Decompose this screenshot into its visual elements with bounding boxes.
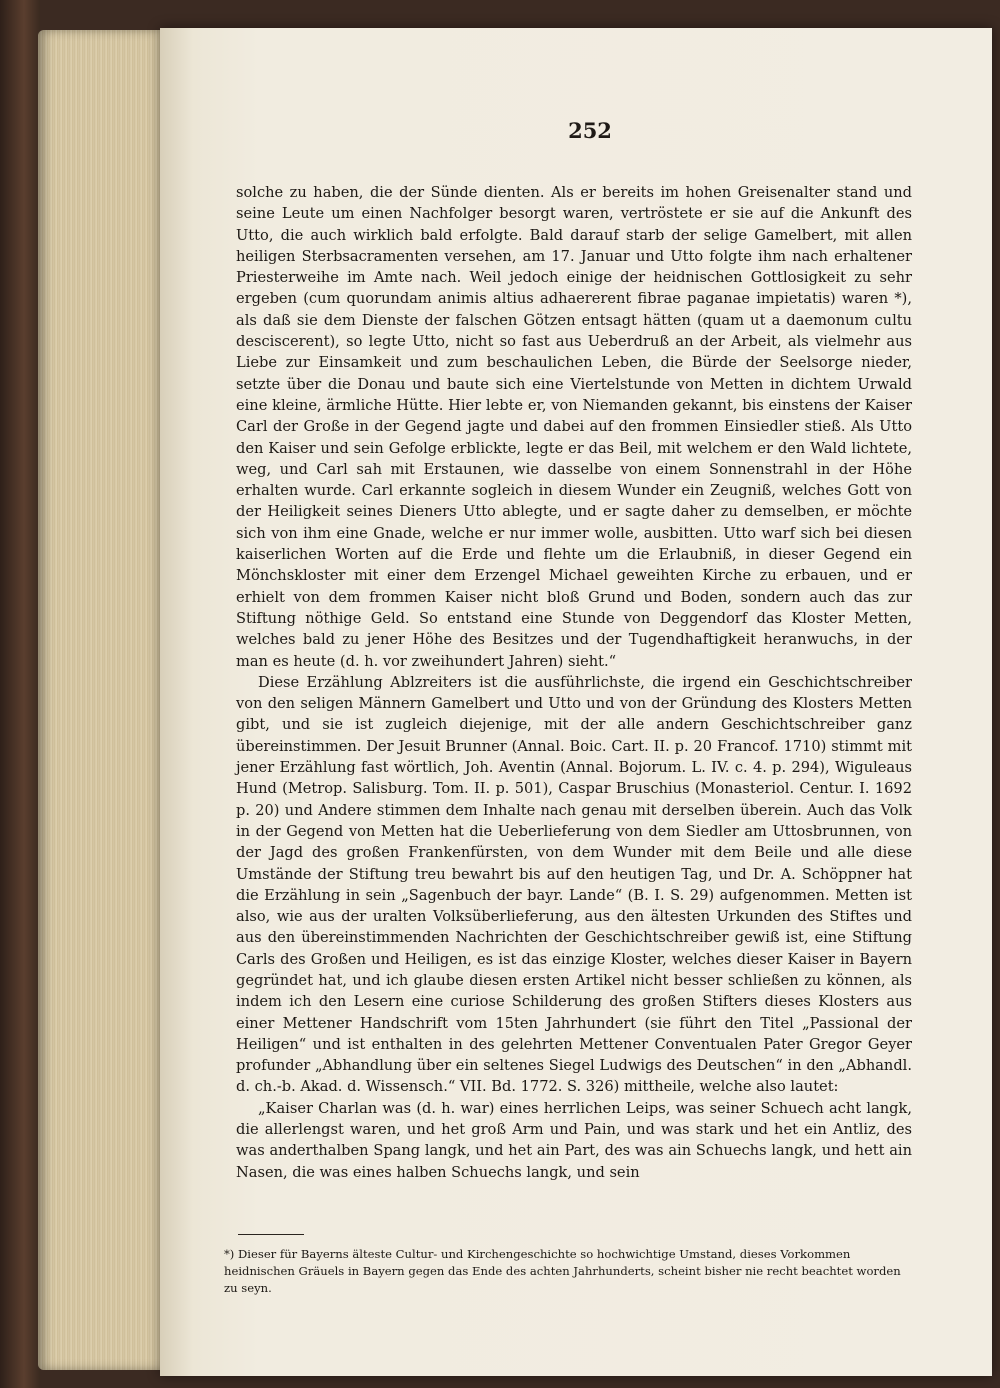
paragraph: „Kaiser Charlan was (d. h. war) eines herrlichen Leips, was seiner Schuech acht langk, die allerlengst waren, und het groß Arm und Pain, und was stark und het ein Antliz, des was anderthalben Spang langk, und het ain Part, des was ain Schuechs langk, und hett ain Nasen, die was eines halben Schuechs langk, und sein [236, 1099, 912, 1181]
paragraph: solche zu haben, die der Sünde dienten. Als er bereits im hohen Greisenalter stand und seine Leute um einen Nachfolger besorgt waren, vertröstete er sie auf die Ankunft des Utto, die auch wirklich bald erfolgte. Bald darauf starb der selige Gamelbert, mit allen heiligen Sterbsacramenten versehen, am 17. Januar und Utto folgte ihm nach erhaltener Priesterweihe im Amte nach. Weil jedoch einige der heidnischen Gottlosigkeit zu sehr ergeben (cum quorundam animis altius adhaererent fibrae paganae impietatis) waren *), als daß sie dem Dienste der falschen Götzen entsagt hätten (quam ut a daemonum cultu desciscerent), so legte Utto, nicht so fast aus Ueberdruß an der Arbeit, als vielmehr aus Liebe zur Einsamkeit und zum beschaulichen Leben, die Bürde der Seelsorge nieder, setzte über die Donau und baute sich eine Viertelstunde von Metten in dichtem Urwald eine kleine, ärmliche Hütte. Hier lebte er, von Niemanden gekannt, bis einstens der Kaiser Carl der Große in der Gegend jagte und dabei auf den frommen Einsiedler stieß. Als Utto den Kaiser und sein Gefolge erblickte, legte er das Beil, mit welchem er den Wald lichtete, weg, und Carl sah mit Erstaunen, wie dasselbe von einem Sonnenstrahl in der Höhe erhalten wurde. Carl erkannte sogleich in diesem Wunder ein Zeugniß, welches Gott von der Heiligkeit seines Dieners Utto ablegte, und er sagte daher zu demselben, er möchte sich von ihm eine Gnade, welche er nur immer wolle, ausbitten. Utto warf sich bei diesen kaiserlichen Worten auf die Erde und flehte um die Erlaubniß, in dieser Gegend ein Mönchskloster mit einer dem Erzengel Michael geweihten Kirche zu erbauen, und er erhielt von dem frommen Kaiser nicht bloß Grund und Boden, sondern auch das zur Stiftung nöthige Geld. So entstand eine Stunde von Deggendorf das Kloster Metten, welches bald zu jener Höhe des Besitzes und der Tugendhaftigkeit heranwuchs, in der man es heute (d. h. vor zweihundert Jahren) sieht.“ [236, 184, 912, 670]
page-number: 252 [568, 118, 612, 143]
footnote-rule [238, 1234, 304, 1235]
paragraph: Diese Erzählung Ablzreiters ist die ausführlichste, die irgend ein Geschichtschreiber von den seligen Männern Gamelbert und Utto und von der Gründung des Klosters Metten gibt, und sie ist zugleich diejenige, mit der alle andern Geschichtschreiber ganz übereinstimmen. Der Jesuit Brunner (Annal. Boic. Cart. II. p. 20 Francof. 1710) stimmt mit jener Erzählung fast wörtlich, Joh. Aventin (Annal. Bojorum. L. IV. c. 4. p. 294), Wiguleaus Hund (Metrop. Salisburg. Tom. II. p. 501), Caspar Bruschius (Monasteriol. Centur. I. 1692 p. 20) und Andere stimmen dem Inhalte nach genau mit derselben überein. Auch das Volk in der Gegend von Metten hat die Ueberlieferung von dem Siedler am Uttosbrunnen, von der Jagd des großen Frankenfürsten, von dem Wunder mit dem Beile und alle diese Umstände der Stiftung treu bewahrt bis auf den heutigen Tag, und Dr. A. Schöppner hat die Erzählung in sein „Sagenbuch der bayr. Lande“ (B. I. S. 29) aufgenommen. Metten ist also, wie aus der uralten Volksüberlieferung, aus den ältesten Urkunden des Stiftes und aus den übereinstimmenden Nachrichten der Geschichtschreiber gewiß ist, eine Stiftung Carls des Großen und Heiligen, es ist das einzige Kloster, welches dieser Kaiser in Bayern gegründet hat, und ich glaube diesen ersten Artikel nicht besser schließen zu können, als indem ich den Lesern eine curiose Schilderung des großen Stifters dieses Klosters aus einer Mettener Handschrift vom 15ten Jahrhundert (sie führt den Titel „Passional der Heiligen“ und ist enthalten in des gelehrten Mettener Conventualen Pater Gregor Geyer profunder „Abhandlung über ein seltenes Siegel Ludwigs des Deutschen“ in den „Abhandl. d. ch.-b. Akad. d. Wissensch.“ VII. Bd. 1772. S. 326) mittheile, welche also lautet: [236, 673, 912, 1096]
page-edges [38, 30, 168, 1370]
footnote: *) Dieser für Bayerns älteste Cultur- und Kirchengeschichte so hochwichtige Umstand, dieses Vorkommen heidnischen Gräuels in Bayern gegen das Ende des achten Jahrhunderts, scheint bisher nie recht beachtet worden zu seyn. [224, 1247, 901, 1295]
book-page [160, 28, 992, 1376]
book-cover-edge [0, 0, 40, 1388]
body-text [236, 182, 912, 1183]
